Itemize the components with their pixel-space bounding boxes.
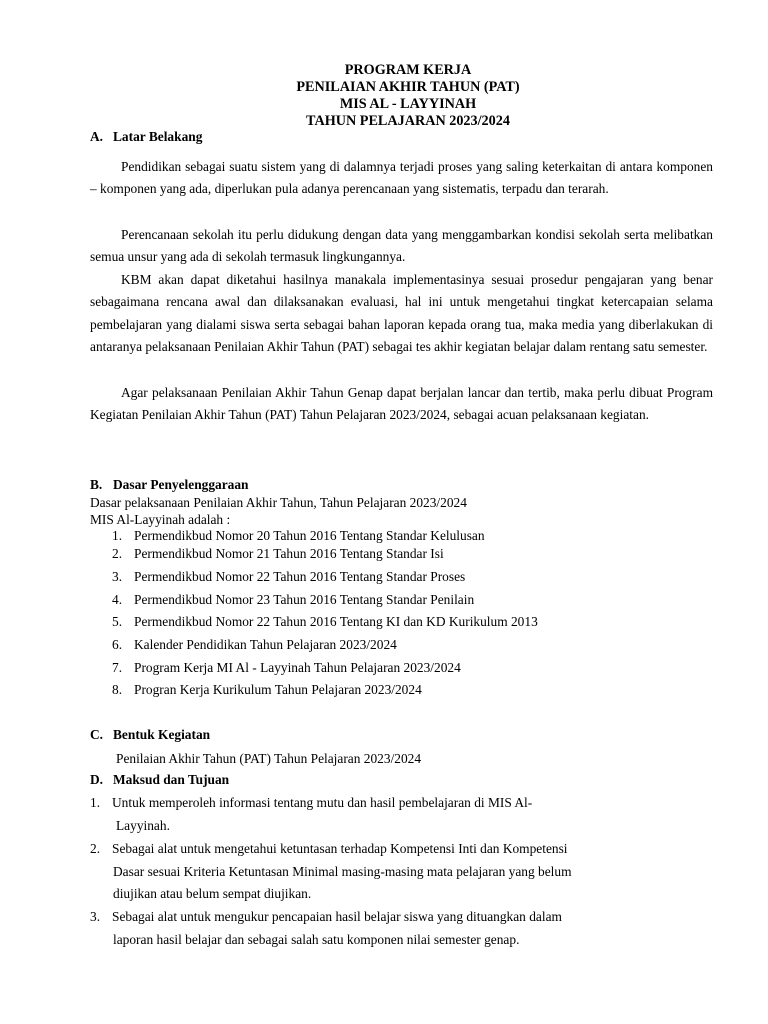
section-c-heading (90, 727, 210, 743)
section-title: Maksud dan Tujuan (113, 772, 230, 787)
paragraph: Agar pelaksanaan Penilaian Akhir Tahun Genap dapat berjalan lancar dan tertib, maka perlu dibuat Program Kegiatan Penilaian Akhir Tahun (PAT) Tahun Pelajaran 2023/2024, sebagai acuan pelaksanaan kegiatan. (90, 385, 713, 423)
section-a-heading (90, 129, 202, 145)
paragraph: Pendidikan sebagai suatu sistem yang di dalamnya terjadi proses yang saling keterkaitan di antara komponen – komponen yang ada, diperlukan pula adanya perencanaan yang sistematis, terpadu dan terarah. (90, 159, 713, 197)
list-item: 7. Program Kerja MI Al - Layyinah Tahun Pelajaran 2023/2024 (112, 660, 461, 675)
list-item: 3. Permendikbud Nomor 22 Tahun 2016 Tentang Standar Proses (112, 569, 466, 584)
section-title: Latar Belakang (113, 129, 203, 144)
aim-item: 3. Sebagai alat untuk mengukur pencapaian hasil belajar siswa yang dituangkan dalam laporan hasil belajar dan sebagai salah satu komponen nilai semester genap. (90, 909, 562, 947)
list-item: 1. Permendikbud Nomor 20 Tahun 2016 Tentang Standar Kelulusan (112, 528, 485, 543)
title-line: TAHUN PELAJARAN 2023/2024 (306, 113, 510, 129)
list-item: 4. Permendikbud Nomor 23 Tahun 2016 Tentang Standar Penilain (112, 592, 475, 607)
title-line: MIS AL - LAYYINAH (339, 96, 477, 112)
paragraph: KBM akan dapat diketahui hasilnya manakala implementasinya sesuai prosedur pengajaran yang benar sebagaimana rencana awal dan dilaksanakan evaluasi, hal ini untuk mengetahui tingkat ketercapaian selama pembelajaran yang dialami siswa serta sebagai bahan laporan kepada orang tua, maka media yang diberlakukan di antaranya pelaksanaan Penilaian Akhir Tahun (PAT) sebagai tes akhir kegiatan belajar dalam rentang satu semester. (90, 272, 713, 354)
section-letter: D. (90, 772, 104, 787)
section-title: Bentuk Kegiatan (113, 727, 211, 742)
section-title: Dasar Penyelenggaraan (113, 477, 249, 492)
section-d-heading (90, 772, 229, 788)
list-item: 6. Kalender Pendidikan Tahun Pelajaran 2023/2024 (112, 637, 397, 652)
section-letter: B. (90, 477, 103, 492)
list-item: 2. Permendikbud Nomor 21 Tahun 2016 Tentang Standar Isi (112, 546, 444, 561)
aim-item: 1. Untuk memperoleh informasi tentang mutu dan hasil pembelajaran di MIS Al- Layyinah. (90, 795, 533, 833)
section-letter: A. (90, 129, 104, 144)
title-line: PROGRAM KERJA (344, 62, 472, 78)
title-line: PENILAIAN AKHIR TAHUN (PAT) (296, 79, 520, 95)
activity-form: Penilaian Akhir Tahun (PAT) Tahun Pelajaran 2023/2024 (116, 751, 422, 766)
basis-intro: Dasar pelaksanaan Penilaian Akhir Tahun, Tahun Pelajaran 2023/2024 (90, 495, 467, 510)
section-letter: C. (90, 727, 104, 742)
paragraph: Perencanaan sekolah itu perlu didukung dengan data yang menggambarkan kondisi sekolah serta melibatkan semua unsur yang ada di sekolah termasuk lingkungannya. (90, 227, 713, 265)
list-item: 8. Progran Kerja Kurikulum Tahun Pelajaran 2023/2024 (112, 682, 422, 697)
document-title (0, 62, 768, 130)
section-b-heading (90, 477, 249, 493)
list-item: 5. Permendikbud Nomor 22 Tahun 2016 Tentang KI dan KD Kurikulum 2013 (112, 614, 538, 629)
basis-intro: MIS Al-Layyinah adalah : (90, 512, 231, 527)
aim-item: 2. Sebagai alat untuk mengetahui ketuntasan terhadap Kompetensi Inti dan Kompetensi Dasar sesuai Kriteria Ketuntasan Minimal masing-masing mata pelajaran yang belum diujikan atau belum sempat diujikan. (90, 841, 572, 902)
